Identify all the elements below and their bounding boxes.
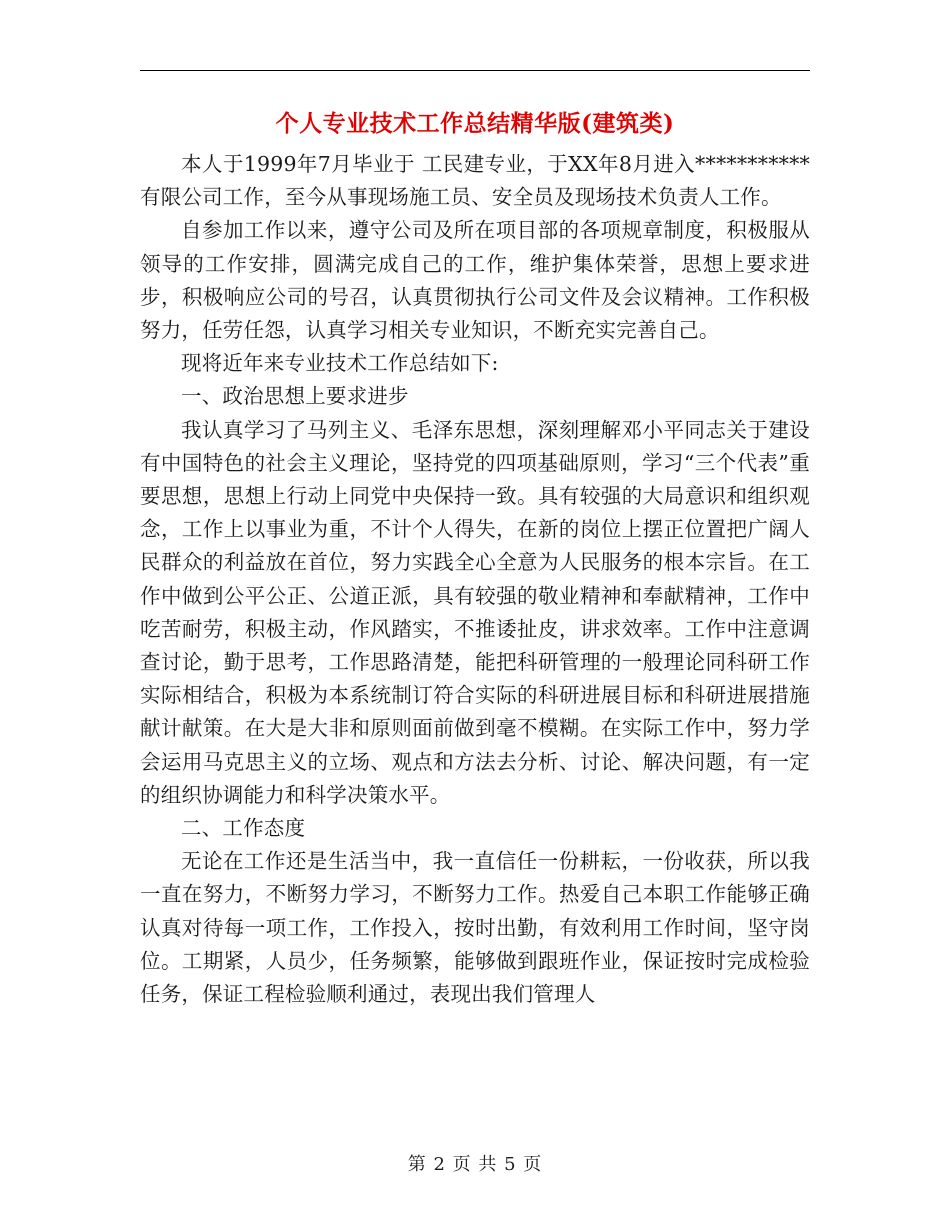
paragraph-politics: 我认真学习了马列主义、毛泽东思想，深刻理解邓小平同志关于建设有中国特色的社会主义理论，坚持党的四项基础原则，学习“三个代表”重要思想，思想上行动上同党中央保持一致。具有较强的大局意识和组织观念，工作上以事业为重，不计个人得失，在新的岗位上摆正位置把广阔人民群众的利益放在首位，努力实践全心全意为人民服务的根本宗旨。在工作中做到公平公正、公道正派，具有较强的敬业精神和奉献精神，工作中吃苦耐劳，积极主动，作风踏实，不推诿扯皮，讲求效率。工作中注意调查讨论，勤于思考，工作思路清楚，能把科研管理的一般理论同科研工作实际相结合，积极为本系统制订符合实际的科研进展目标和科研进展措施献计献策。在大是大非和原则面前做到毫不模糊。在实际工作中，努力学会运用马克思主义的立场、观点和方法去分析、讨论、解决问题，有一定的组织协调能力和科学决策水平。 [140,417,810,807]
document-title: 个人专业技术工作总结精华版(建筑类) [275,110,675,137]
footer-suffix: 页 [523,1154,543,1175]
paragraph-attitude-summary: 自参加工作以来，遵守公司及所在项目部的各项规章制度，积极服从领导的工作安排，圆满完成自己的工作，维护集体荣誉，思想上要求进步，积极响应公司的号召，认真贯彻执行公司文件及会议精神。工作积极努力，任劳任怨，认真学习相关专业知识，不断充实完善自己。 [140,218,810,343]
header-rule [140,70,810,71]
footer-middle: 页 共 [452,1154,498,1175]
footer-page-number: 2 [433,1154,446,1175]
page-footer [140,1152,810,1178]
paragraph-work-attitude: 无论在工作还是生活当中，我一直信任一份耕耘，一份收获，所以我一直在努力，不断努力学习，不断努力工作。热爱自己本职工作能够正确认真对待每一项工作，工作投入，按时出勤，有效利用工作时间，坚守岗位。工期紧，人员少，任务频繁，能够做到跟班作业，保证按时完成检验任务，保证工程检验顺利通过，表现出我们管理人 [140,849,810,1007]
paragraph-summary-lead: 现将近年来专业技术工作总结如下: [181,351,499,376]
footer-prefix: 第 [407,1154,427,1175]
paragraph-intro: 本人于1999年7月毕业于 工民建专业，于XX年8月进入***********有限公司工作，至今从事现场施工员、安全员及现场技术负责人工作。 [140,152,810,210]
section-heading-work-attitude: 二、工作态度 [181,816,306,841]
footer-page-total: 5 [504,1154,517,1175]
section-heading-politics: 一、政治思想上要求进步 [181,384,409,409]
document-body [140,148,810,1011]
